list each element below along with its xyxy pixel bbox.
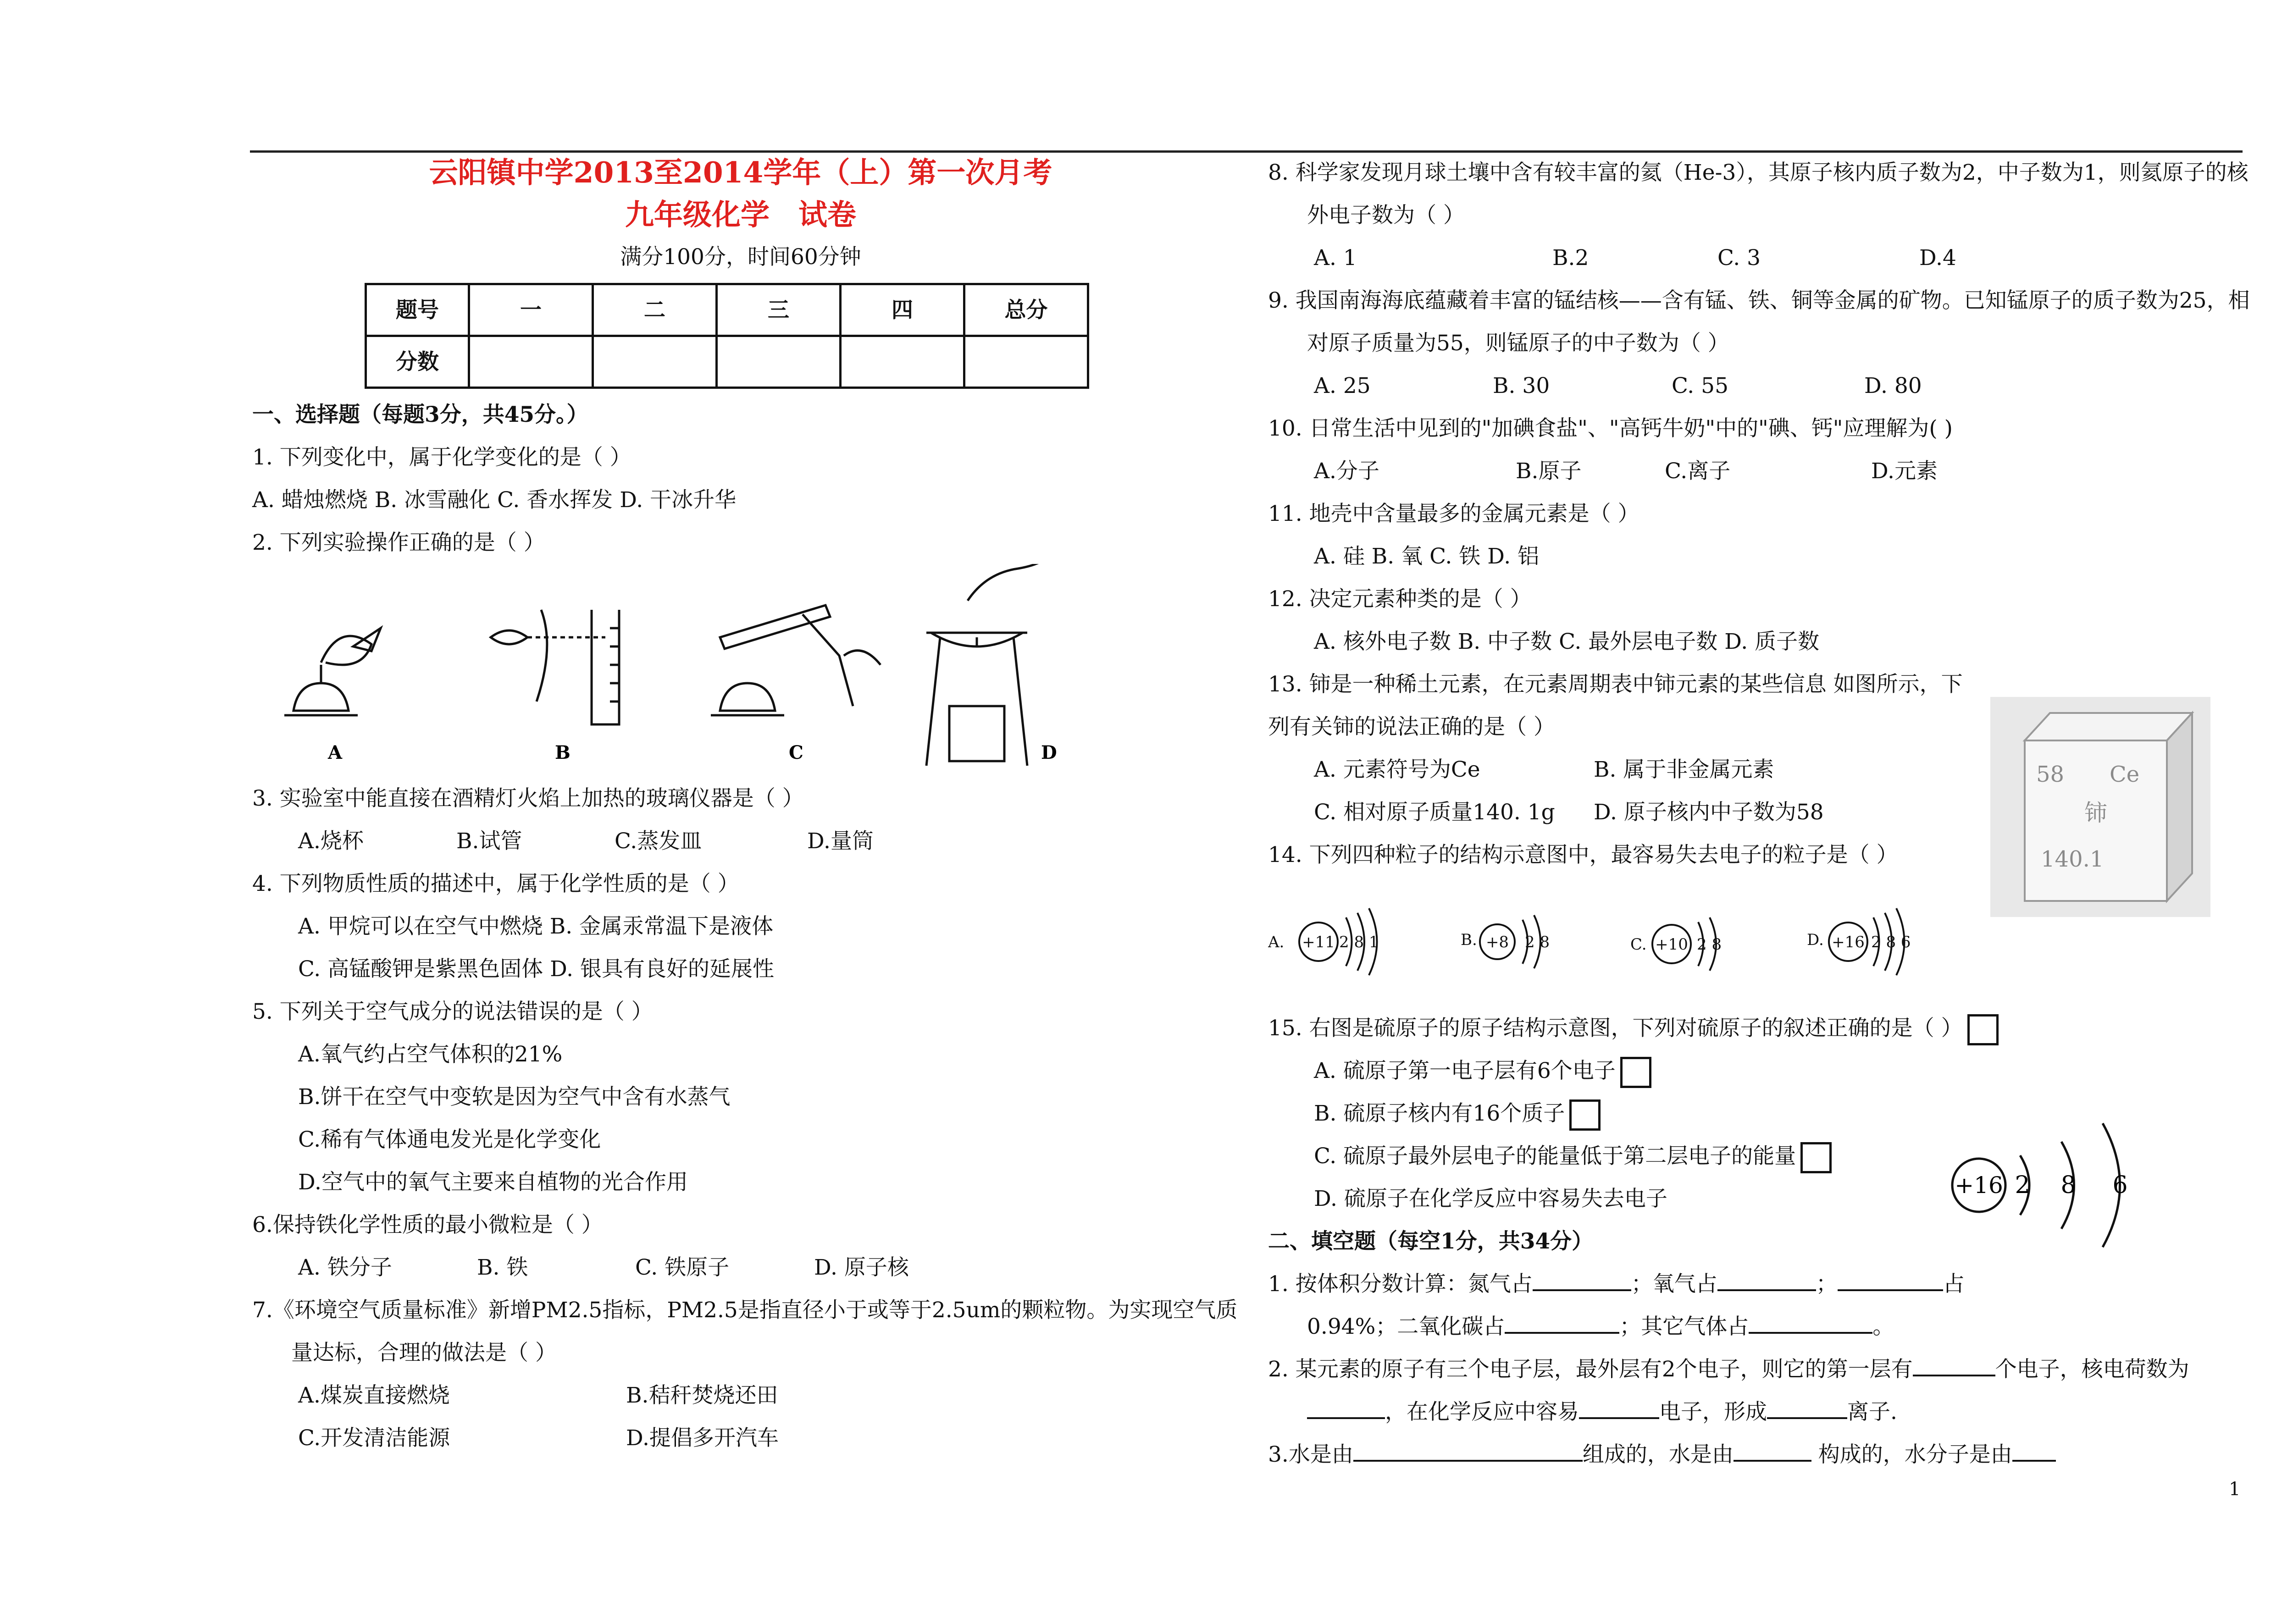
- atom-label: C.: [1630, 935, 1647, 954]
- option-d: D.量筒: [807, 829, 874, 854]
- option-c: C. 铁原子: [635, 1255, 730, 1280]
- question-options: [252, 1417, 1247, 1459]
- checkbox[interactable]: [1620, 1057, 1651, 1088]
- option-b: B.原子: [1516, 458, 1582, 484]
- shell-electrons: 2 8: [1697, 935, 1722, 954]
- blank-field[interactable]: [1838, 1271, 1943, 1291]
- question-stem-cont: 外电子数为（ ）: [1307, 203, 1465, 228]
- hand-icon: [968, 564, 1055, 601]
- score-table: [365, 283, 1089, 389]
- option-c: C. 3: [1717, 245, 1761, 271]
- option-c: C.离子: [1665, 458, 1731, 484]
- table-cell: 分数: [366, 336, 469, 388]
- question-options: [1268, 450, 2249, 492]
- table-cell: 三: [717, 284, 841, 336]
- table-cell: 四: [841, 284, 964, 336]
- option-b: B.秸秆焚烧还田: [626, 1383, 778, 1408]
- fill-text: 个电子，核电荷数为: [1995, 1357, 2189, 1382]
- question-options: A. 甲烷可以在空气中燃烧 B. 金属汞常温下是液体: [298, 914, 774, 939]
- question-stem-text: 15. 右图是硫原子的原子结构示意图，下列对硫原子的叙述正确的是（ ）: [1268, 1016, 1963, 1041]
- option-b: B. 属于非金属元素: [1594, 757, 1774, 782]
- question-stem-cont: 量达标，合理的做法是（ ）: [291, 1340, 557, 1365]
- fill-text: 0.94%；二氧化碳占: [1307, 1314, 1505, 1339]
- atomic-number: 58: [2036, 762, 2065, 787]
- question-stem: 5. 下列关于空气成分的说法错误的是（ ）: [252, 999, 653, 1024]
- fill-text: ；: [1816, 1271, 1838, 1297]
- option-text: B. 硫原子核内有16个质子: [1314, 1101, 1565, 1126]
- question-stem-cont: 列有关铈的说法正确的是（ ）: [1268, 714, 1555, 740]
- option-c: C.蒸发皿: [615, 829, 702, 854]
- option-b: B.2: [1552, 245, 1589, 271]
- element-tile-icon: [1990, 697, 2210, 917]
- section-heading: 一、选择题（每题3分，共45分。）: [252, 402, 588, 427]
- nucleus-charge: +16: [1832, 933, 1865, 951]
- blank-field[interactable]: [1749, 1314, 1872, 1334]
- lab-apparatus-figure: [252, 564, 1169, 777]
- option-a: A. 元素符号为Ce: [1314, 757, 1480, 782]
- question-options: A. 核外电子数 B. 中子数 C. 最外层电子数 D. 质子数: [1314, 629, 1820, 654]
- atom-label: D.: [1807, 931, 1824, 949]
- question-stem: 11. 地壳中含量最多的金属元素是（ ）: [1268, 501, 1639, 526]
- table-cell: 题号: [366, 284, 469, 336]
- option-d: D. 硫原子在化学反应中容易失去电子: [1314, 1186, 1667, 1211]
- blank-field[interactable]: [1579, 1399, 1659, 1419]
- option-b: B.饼干在空气中变软是因为空气中含有水蒸气: [298, 1084, 731, 1110]
- option-a: A.分子: [1314, 458, 1379, 484]
- question-options: [1268, 365, 2249, 407]
- option-text: A. 硫原子第一电子层有6个电子: [1314, 1058, 1616, 1083]
- shell-electrons: 2 8 6: [1871, 933, 1911, 951]
- blank-field[interactable]: [1913, 1356, 1995, 1376]
- table-cell: 二: [593, 284, 717, 336]
- alcohol-lamp-icon: [720, 683, 775, 711]
- blank-field[interactable]: [1307, 1399, 1385, 1419]
- cerium-element-figure: [1990, 697, 2210, 919]
- question-stem: [1268, 1007, 2249, 1050]
- nucleus-charge: +11: [1302, 933, 1335, 951]
- fill-text: 电子，形成: [1659, 1399, 1767, 1425]
- checkbox[interactable]: [1569, 1099, 1601, 1131]
- alcohol-lamp-icon: [294, 683, 349, 711]
- fill-text: 1. 按体积分数计算：氮气占: [1268, 1271, 1533, 1297]
- fill-text: 占: [1943, 1271, 1965, 1297]
- blank-field[interactable]: [2012, 1442, 2056, 1462]
- exam-subtitle: 九年级化学 试卷: [625, 198, 856, 232]
- option-a: A. 铁分子: [298, 1255, 392, 1280]
- score-input-cell[interactable]: [469, 336, 593, 388]
- shell-electron-count: 6: [2112, 1171, 2128, 1199]
- blank-field[interactable]: [1734, 1442, 1811, 1462]
- atom-label: A.: [1268, 933, 1285, 951]
- checkbox[interactable]: [1967, 1014, 1999, 1045]
- blank-field[interactable]: [1767, 1399, 1847, 1419]
- option-c: C.开发清洁能源: [298, 1425, 450, 1451]
- option-label: D: [1041, 742, 1057, 763]
- question-options: [252, 820, 1247, 862]
- fill-question-cont: [1268, 1305, 2249, 1348]
- shell-electron-count: 2: [2015, 1171, 2030, 1199]
- score-table-score-row: [366, 336, 1088, 388]
- page-number: 1: [2229, 1479, 2241, 1500]
- score-input-cell[interactable]: [964, 336, 1088, 388]
- section-heading: 二、填空题（每空1分，共34分）: [1268, 1229, 1594, 1254]
- nucleus-charge: +16: [1955, 1172, 2003, 1199]
- option-a: [1268, 1050, 2249, 1092]
- question-stem: 13. 铈是一种稀土元素，在元素周期表中铈元素的某些信息 如图所示，下: [1268, 672, 1963, 697]
- atom-structures-figure: [1268, 876, 1938, 1007]
- question-stem-cont: 对原子质量为55，则锰原子的中子数为（ ）: [1307, 331, 1729, 356]
- fill-question: [1268, 1433, 2249, 1476]
- blank-field[interactable]: [1505, 1314, 1619, 1334]
- question-stem: 6.保持铁化学性质的最小微粒是（ ）: [252, 1212, 603, 1237]
- blank-field[interactable]: [1533, 1271, 1631, 1291]
- exam-info: 满分100分，时间60分钟: [620, 244, 861, 270]
- option-a: A. 25: [1314, 373, 1371, 398]
- option-d: D.提倡多开汽车: [626, 1425, 779, 1451]
- option-d: D. 80: [1864, 373, 1922, 398]
- fill-question: [1268, 1348, 2249, 1391]
- element-symbol: Ce: [2110, 762, 2140, 787]
- option-d: D.元素: [1871, 458, 1938, 484]
- left-column: [252, 151, 1247, 1459]
- option-d: D. 原子核: [814, 1255, 909, 1280]
- question-options: [1268, 237, 2249, 279]
- sulfur-atom-figure: [1947, 1119, 2162, 1254]
- question-stem: 1. 下列变化中，属于化学变化的是（ ）: [252, 445, 631, 470]
- question-stem: 10. 日常生活中见到的"加碘食盐"、"高钙牛奶"中的"碘、钙"应理解为( ): [1268, 416, 1953, 441]
- option-a: A.氧气约占空气体积的21%: [298, 1042, 563, 1067]
- fill-text: 组成的，水是由: [1582, 1442, 1734, 1467]
- blank-field[interactable]: [1717, 1271, 1816, 1291]
- option-a: A.烧杯: [298, 829, 364, 854]
- question-stem: 8. 科学家发现月球土壤中含有较丰富的氦（He-3），其原子核内质子数为2，中子数为1，则氦原子的核: [1268, 160, 2249, 185]
- table-cell: 总分: [964, 284, 1088, 336]
- option-a: A. 1: [1314, 245, 1357, 271]
- shell-electron-count: 8: [2060, 1171, 2076, 1199]
- option-text: C. 硫原子最外层电子的能量低于第二层电子的能量: [1314, 1143, 1796, 1169]
- question-options: C. 高锰酸钾是紫黑色固体 D. 银具有良好的延展性: [298, 956, 774, 982]
- fill-text: ，在化学反应中容易: [1385, 1399, 1579, 1425]
- shell-electrons: 2 8: [1525, 933, 1550, 951]
- question-options: A. 硅 B. 氧 C. 铁 D. 铝: [1314, 544, 1540, 569]
- question-stem: 4. 下列物质性质的描述中，属于化学性质的是（ ）: [252, 871, 739, 896]
- score-input-cell[interactable]: [593, 336, 717, 388]
- sulfur-atom-icon: [1947, 1119, 2162, 1252]
- option-d: D. 原子核内中子数为58: [1594, 800, 1824, 825]
- fill-text: ；氧气占: [1631, 1271, 1717, 1297]
- option-b: B. 铁: [477, 1255, 528, 1280]
- score-table-header-row: [366, 284, 1088, 336]
- option-label: C: [789, 742, 803, 763]
- blank-field[interactable]: [1353, 1442, 1583, 1462]
- option-b: B.试管: [456, 829, 522, 854]
- option-d: D.空气中的氧气主要来自植物的光合作用: [298, 1170, 688, 1195]
- fill-text: 构成的，水分子是由: [1811, 1442, 2012, 1467]
- nucleus-charge: +10: [1655, 935, 1688, 954]
- question-stem: 9. 我国南海海底蕴藏着丰富的锰结核——含有锰、铁、铜等金属的矿物。已知锰原子的质子数为25，相: [1268, 288, 2250, 313]
- fill-text: ；其它气体占: [1619, 1314, 1749, 1339]
- question-stem: 7.《环境空气质量标准》新增PM2.5指标，PM2.5是指直径小于或等于2.5um的颗粒物。为实现空气质: [252, 1298, 1238, 1323]
- nucleus-charge: +8: [1485, 933, 1509, 951]
- atom-label: B.: [1461, 931, 1477, 949]
- option-c: C.稀有气体通电发光是化学变化: [298, 1127, 601, 1152]
- score-input-cell[interactable]: [841, 336, 964, 388]
- fill-question-cont: [1268, 1391, 2249, 1433]
- question-options: [252, 1246, 1247, 1289]
- q2-figure-area: [252, 564, 1247, 777]
- fill-text: 。: [1872, 1314, 1894, 1339]
- table-cell: 一: [469, 284, 593, 336]
- option-label: A: [328, 742, 343, 763]
- option-d: D.4: [1919, 245, 1956, 271]
- option-a: A.煤炭直接燃烧: [298, 1383, 450, 1408]
- option-label: B: [555, 742, 570, 763]
- checkbox[interactable]: [1800, 1142, 1832, 1173]
- fill-question: [1268, 1263, 2249, 1305]
- eye-icon: [491, 630, 527, 644]
- option-c: C. 55: [1672, 373, 1728, 398]
- fill-text: 2. 某元素的原子有三个电子层，最外层有2个电子，则它的第一层有: [1268, 1357, 1913, 1382]
- fill-text: 离子.: [1847, 1399, 1897, 1425]
- question-options: [252, 1374, 1247, 1417]
- shell-electrons: 2 8 1: [1339, 933, 1379, 951]
- option-b: B. 30: [1493, 373, 1550, 398]
- question-options: A. 蜡烛燃烧 B. 冰雪融化 C. 香水挥发 D. 干冰升华: [252, 487, 737, 513]
- score-input-cell[interactable]: [717, 336, 841, 388]
- exam-title: 云阳镇中学2013至2014学年（上）第一次月考: [429, 155, 1052, 189]
- question-stem: 14. 下列四种粒子的结构示意图中，最容易失去电子的粒子是（ ）: [1268, 842, 1898, 867]
- atomic-mass: 140.1: [2041, 846, 2104, 872]
- question-stem: 12. 决定元素种类的是（ ）: [1268, 586, 1532, 612]
- fill-text: 3.水是由: [1268, 1442, 1353, 1467]
- element-name: 铈: [2084, 800, 2107, 826]
- question-stem: 3. 实验室中能直接在酒精灯火焰上加热的玻璃仪器是（ ）: [252, 786, 804, 811]
- option-c: C. 相对原子质量140. 1g: [1314, 800, 1555, 825]
- question-stem: 2. 下列实验操作正确的是（ ）: [252, 530, 545, 555]
